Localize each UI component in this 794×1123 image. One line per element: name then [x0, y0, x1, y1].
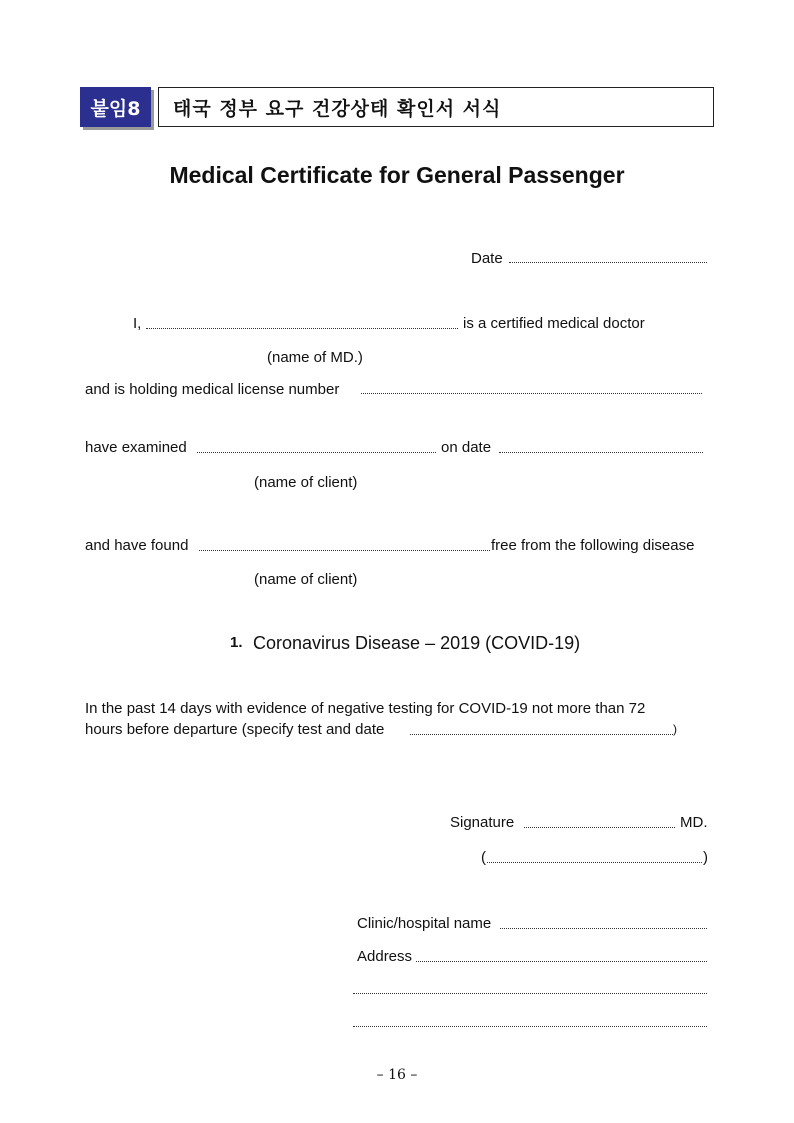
doctor-prefix: I, — [133, 315, 142, 332]
address-field-3[interactable] — [353, 1026, 707, 1027]
printed-name-field[interactable] — [487, 862, 702, 863]
license-number-field[interactable] — [361, 393, 702, 394]
testing-line-1: In the past 14 days with evidence of negative testing for COVID-19 not more than 72 — [85, 700, 646, 717]
on-date-label: on date — [441, 439, 492, 456]
disease-number: 1. — [230, 634, 243, 651]
address-label: Address — [357, 948, 413, 965]
doctor-caption: (name of MD.) — [267, 349, 363, 366]
md-label: MD. — [680, 814, 708, 831]
found-client-field[interactable] — [199, 550, 490, 551]
found-label: and have found — [85, 537, 189, 554]
document-title: Medical Certificate for General Passenger — [169, 162, 625, 188]
client-caption-1: (name of client) — [254, 474, 358, 491]
testing-close: ) — [673, 722, 677, 736]
paren-close: ) — [703, 849, 708, 866]
disease-name: Coronavirus Disease – 2019 (COVID-19) — [253, 633, 581, 653]
examined-client-field[interactable] — [197, 452, 436, 453]
client-caption-2: (name of client) — [254, 571, 358, 588]
clinic-name-field[interactable] — [500, 928, 707, 929]
free-label: free from the following disease — [491, 537, 695, 554]
license-label: and is holding medical license number — [85, 381, 340, 398]
attachment-badge: 붙임8 — [80, 87, 151, 127]
signature-label: Signature — [450, 814, 515, 831]
header-box — [158, 87, 714, 127]
examined-label: have examined — [85, 439, 187, 456]
test-details-field[interactable] — [410, 734, 673, 735]
address-field-2[interactable] — [353, 993, 707, 994]
doctor-name-field[interactable] — [146, 328, 458, 329]
date-label: Date — [471, 250, 503, 267]
paren-open: ( — [481, 849, 486, 866]
examination-date-field[interactable] — [499, 452, 703, 453]
date-field[interactable] — [509, 262, 707, 263]
clinic-label: Clinic/hospital name — [357, 915, 492, 932]
address-field-1[interactable] — [416, 961, 707, 962]
page-number: – 16 – — [376, 1067, 418, 1083]
header-title: 태국 정부 요구 건강상태 확인서 서식 — [173, 97, 502, 120]
testing-line-2: hours before departure (specify test and date — [85, 721, 385, 738]
signature-field[interactable] — [524, 827, 675, 828]
doctor-suffix: is a certified medical doctor — [463, 315, 645, 332]
